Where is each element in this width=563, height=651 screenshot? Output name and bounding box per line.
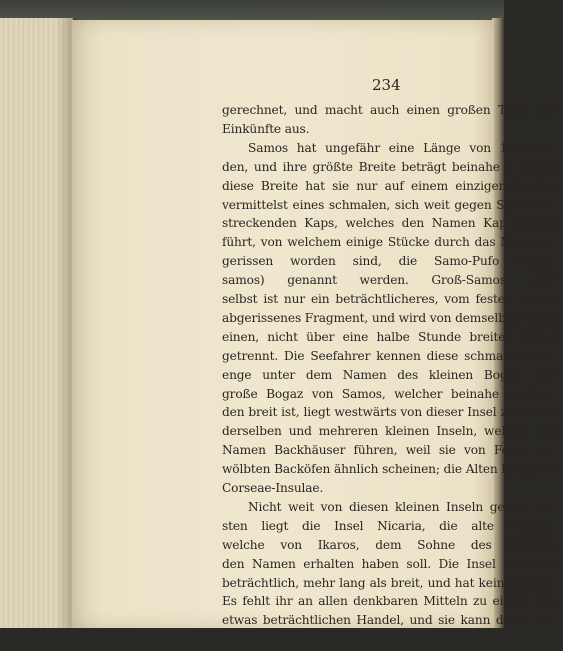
text-line: getrennt. Die Seefahrer kennen diese schmale Meer- [222, 348, 556, 363]
text-line: gerechnet, und macht auch einen großen Theil der [222, 103, 556, 117]
text-line: selbst ist nur ein beträchtlicheres, vom festen Lande [222, 292, 556, 306]
text-line: diese Breite hat sie nur auf einem einzigen Punkte [222, 178, 556, 193]
text-line: Corseae-Insulae. [222, 481, 324, 495]
text-line: etwas beträchtlichen Handel, und sie kann daher un- [222, 613, 556, 628]
text-line: den, und ihre größte Breite beträgt beinahe 5; allein [222, 159, 556, 174]
text-line: welche von Ikaros, dem Sohne des Dädalos [222, 537, 556, 552]
text-line: wölbten Backöfen ähnlich scheinen; die Alten hießen sie [222, 462, 563, 477]
text-line: Einkünfte aus. [222, 121, 310, 136]
backdrop [0, 628, 504, 651]
text-line: Es fehlt ihr an allen denkbaren Mitteln zu einem nur [222, 594, 556, 609]
text-line: Samos hat ungefähr eine Länge von 10 Stun- [248, 140, 556, 155]
text-line: streckenden Kaps, welches den Namen Kap Kolona [222, 216, 556, 231]
text-line: große Bogaz von Samos, welcher beinahe 2 Stun- [222, 386, 556, 401]
text-line: abgerissenes Fragment, und wird von demselben durch [222, 310, 560, 325]
text-line: derselben und mehreren kleinen Inseln, welche den [222, 424, 556, 439]
book-page [72, 20, 563, 628]
text-line: sten liegt die Insel Nicaria, die alte Nicaria, [222, 518, 556, 533]
text-line: den breit ist, liegt westwärts von dieser Insel zwischen [222, 405, 556, 420]
text-line: Nicht weit von diesen kleinen Inseln gegen We- [248, 499, 556, 514]
text-line: führt, von welchem einige Stücke durch das Meer ab- [222, 235, 556, 250]
text-line: samos) genannt werden. Groß-Samos aber [222, 273, 556, 288]
text-line: Namen Backhäuser führen, weil sie von Ferne ge- [222, 443, 556, 458]
text-line: gerissen worden sind, die Samo-Pufo (Klein- [222, 254, 556, 269]
text-line: vermittelst eines schmalen, sich weit gegen Süden er- [222, 197, 556, 212]
text-line: den Namen erhalten haben soll. Die Insel ist nicht [222, 556, 556, 571]
page-number: 234 [372, 76, 401, 94]
text-line: einen, nicht über eine halbe Stunde breiten Kanal [222, 329, 556, 344]
text-line: enge unter dem Namen des kleinen Bogaz; der [222, 367, 556, 382]
text-line: beträchtlich, mehr lang als breit, und hat keine Häfen. [222, 575, 556, 590]
